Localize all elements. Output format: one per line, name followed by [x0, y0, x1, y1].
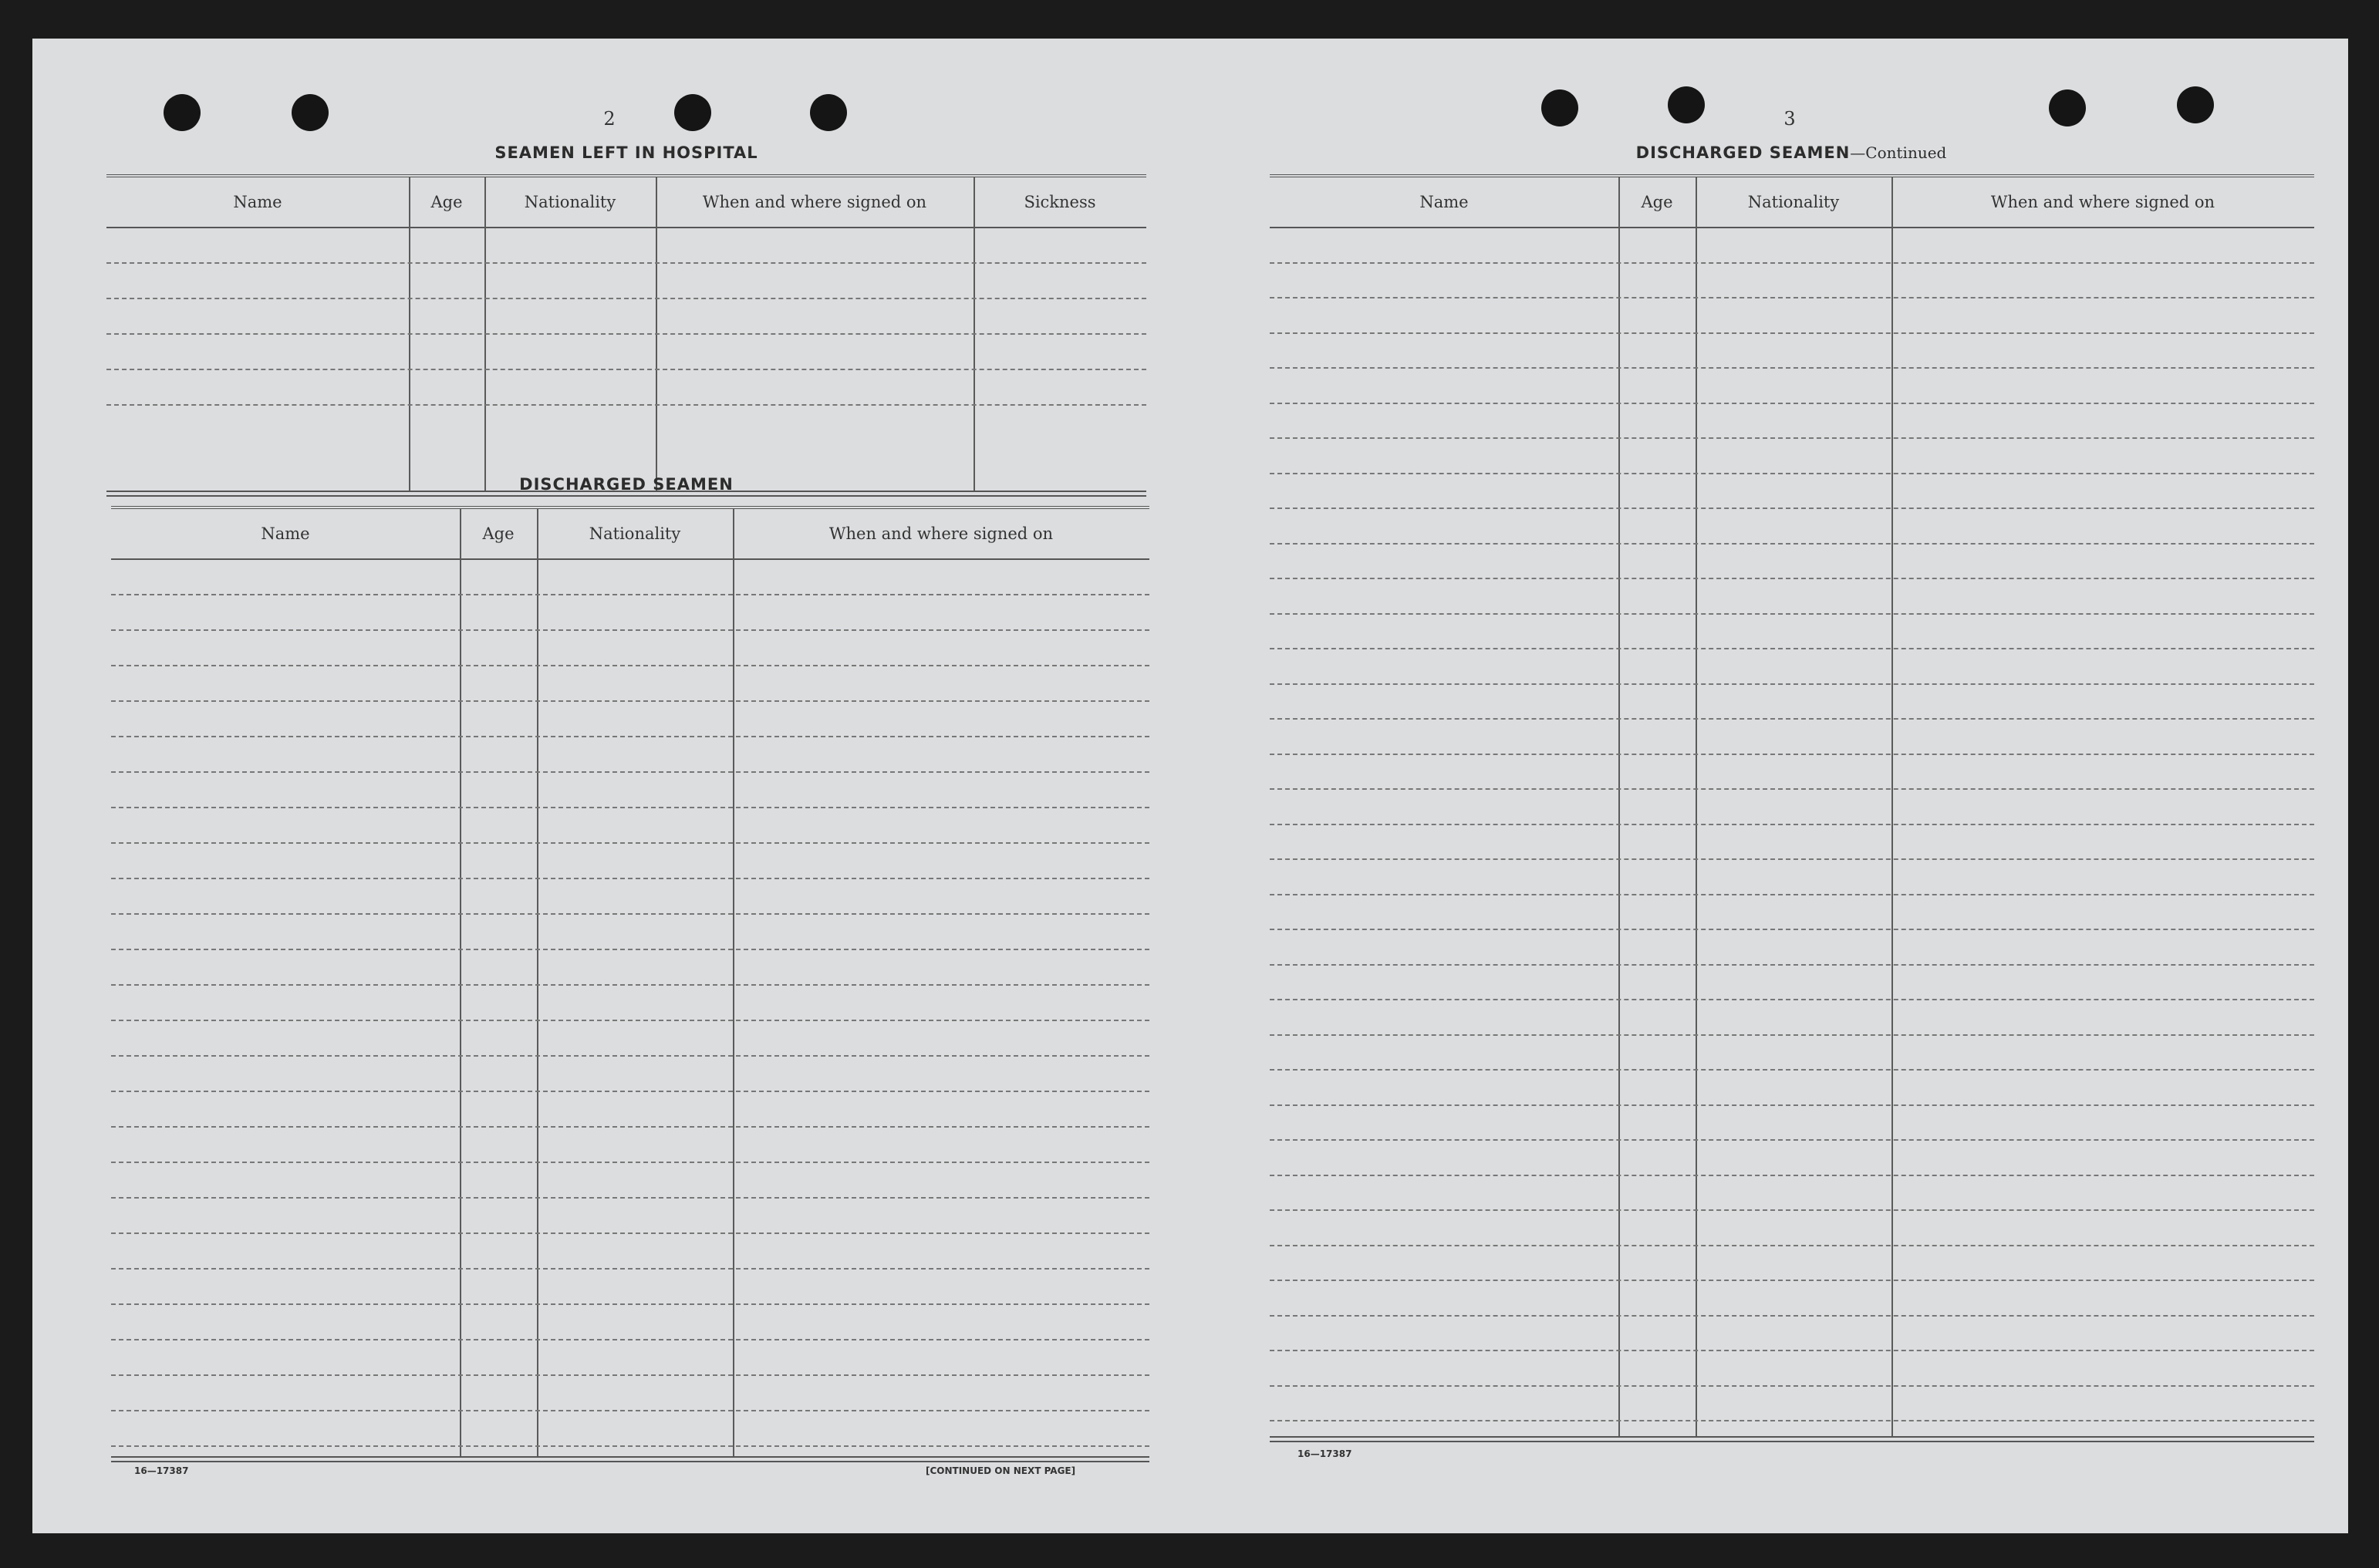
column-header: Name [1419, 193, 1469, 211]
discharged-continued-title-main: DISCHARGED SEAMEN [1635, 143, 1851, 162]
table-row [1270, 1209, 2314, 1211]
table-row [1270, 1104, 2314, 1106]
column-divider [1618, 177, 1620, 1436]
column-header: Age [1641, 193, 1673, 211]
punch-hole [292, 94, 329, 131]
punch-hole [1668, 86, 1705, 123]
table-row [111, 913, 1149, 915]
table-row [111, 1374, 1149, 1376]
table-row [1270, 473, 2314, 474]
table-row [111, 1303, 1149, 1305]
continued-on-next-page: [CONTINUED ON NEXT PAGE] [926, 1465, 1076, 1476]
page-number-right: 3 [1783, 108, 1796, 130]
table-row [1270, 1315, 2314, 1317]
punch-hole [2049, 89, 2086, 126]
table-row [111, 842, 1149, 844]
discharged-continued-title [1267, 143, 2316, 162]
form-number-right: 16—17387 [1297, 1448, 1352, 1459]
column-divider [460, 509, 461, 1456]
table-row [111, 984, 1149, 986]
punch-hole [810, 94, 847, 131]
table-row [111, 1232, 1149, 1234]
table-row [111, 1445, 1149, 1447]
table-row [1270, 437, 2314, 439]
table-row [111, 594, 1149, 595]
table-row [111, 1268, 1149, 1270]
table-row [1270, 613, 2314, 615]
punch-hole [674, 94, 711, 131]
column-header: When and where signed on [1990, 193, 2215, 211]
hospital-table [106, 174, 1146, 492]
table-row [111, 629, 1149, 631]
table-row [1270, 1034, 2314, 1036]
table-row [1270, 332, 2314, 334]
table-row [1270, 929, 2314, 930]
column-header: Name [233, 193, 282, 211]
hospital-section-title: SEAMEN LEFT IN HOSPITAL [494, 143, 758, 162]
column-header: Sickness [1024, 193, 1096, 211]
column-divider [733, 509, 734, 1456]
punch-hole [164, 94, 201, 131]
table-row [1270, 824, 2314, 825]
table-row [111, 1020, 1149, 1021]
column-header: Nationality [524, 193, 616, 211]
table-row [1270, 1175, 2314, 1176]
column-header: When and where signed on [828, 524, 1054, 543]
column-divider [1696, 177, 1697, 1436]
table-row [106, 262, 1146, 264]
table-row [1270, 367, 2314, 369]
table-row [111, 736, 1149, 737]
table-row [1270, 964, 2314, 966]
table-row [111, 1091, 1149, 1092]
column-header: Name [261, 524, 310, 543]
table-row [111, 1339, 1149, 1340]
table-row [1270, 788, 2314, 790]
column-header: Age [482, 524, 515, 543]
table-row [106, 369, 1146, 370]
table-row [111, 771, 1149, 773]
table-row [1270, 754, 2314, 755]
table-row [111, 1162, 1149, 1163]
column-header: Age [430, 193, 463, 211]
discharged-section-title: DISCHARGED SEAMEN [519, 475, 734, 494]
table-row [111, 1055, 1149, 1057]
page-number-left: 2 [603, 108, 616, 130]
table-row [1270, 543, 2314, 545]
table-row [111, 949, 1149, 950]
table-row [106, 333, 1146, 335]
table-header [1270, 177, 2314, 228]
table-row [111, 1126, 1149, 1128]
table-row [1270, 1420, 2314, 1421]
table-row [106, 404, 1146, 406]
table-row [1270, 894, 2314, 895]
table-bottom-rule [1270, 1436, 2314, 1442]
punch-hole [1541, 89, 1578, 126]
table-row [111, 807, 1149, 808]
discharged-table [111, 506, 1149, 1458]
table-row [1270, 718, 2314, 720]
table-row [1270, 648, 2314, 649]
table-row [1270, 1139, 2314, 1141]
table-row [1270, 297, 2314, 298]
table-header [106, 177, 1146, 228]
table-row [1270, 403, 2314, 404]
table-row [1270, 858, 2314, 860]
column-header: When and where signed on [702, 193, 927, 211]
table-row [1270, 999, 2314, 1000]
punch-hole [2177, 86, 2214, 123]
table-row [111, 665, 1149, 666]
column-divider [1891, 177, 1893, 1436]
table-row [106, 298, 1146, 299]
table-row [1270, 578, 2314, 579]
table-row [1270, 507, 2314, 509]
table-row [1270, 1350, 2314, 1351]
discharged-continued-table [1270, 174, 2314, 1438]
column-divider [537, 509, 538, 1456]
table-row [1270, 1245, 2314, 1246]
table-row [1270, 262, 2314, 264]
table-row [1270, 683, 2314, 685]
table-row [1270, 1385, 2314, 1387]
column-header: Nationality [589, 524, 681, 543]
table-bottom-rule [111, 1456, 1149, 1462]
table-row [111, 878, 1149, 879]
table-header [111, 509, 1149, 560]
table-row [111, 700, 1149, 702]
continued-suffix: —Continued [1850, 143, 1947, 162]
table-row [111, 1197, 1149, 1199]
table-row [1270, 1280, 2314, 1281]
table-row [111, 1410, 1149, 1411]
document-sheet [32, 39, 2348, 1533]
table-row [1270, 1069, 2314, 1071]
column-header: Nationality [1747, 193, 1840, 211]
form-number-left: 16—17387 [134, 1465, 189, 1476]
